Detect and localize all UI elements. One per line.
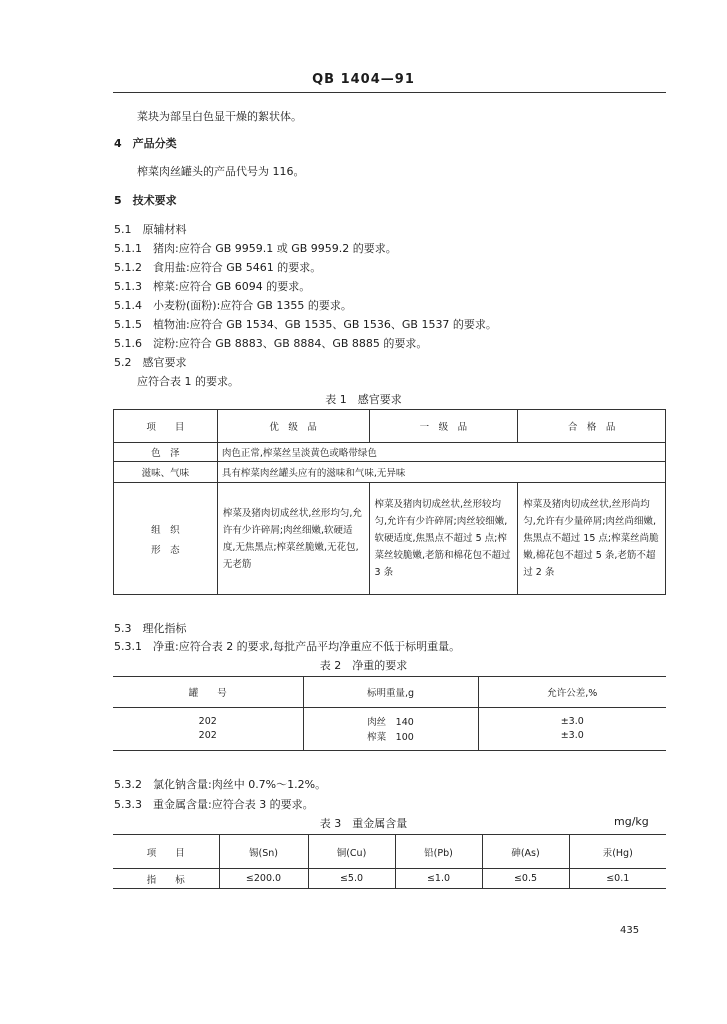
table2-row-1-weight: 肉丝 140 xyxy=(303,708,478,729)
table3-row-hg: ≤0.1 xyxy=(569,869,666,889)
table1-header-excellent: 优 级 品 xyxy=(217,410,369,443)
table1-header-item: 项 目 xyxy=(114,410,218,443)
table2-row-1-tolerance: ±3.0 xyxy=(478,708,666,729)
table3-row-cu: ≤5.0 xyxy=(308,869,395,889)
table2-header-tolerance: 允许公差,% xyxy=(478,677,666,708)
table1-form-label-2: 形 态 xyxy=(151,544,180,556)
table1-form-qualified: 榨菜及猪肉切成丝状,丝形尚均匀,允许有少量碎屑;肉丝尚细嫩,焦黑点不超过 15 点;榨菜丝尚脆嫩,棉花包不超过 5 条,老筋不超过 2 条 xyxy=(518,483,666,595)
table3-header-pb: 铅(Pb) xyxy=(395,835,482,869)
table1-row-taste-text: 具有榨菜肉丝罐头应有的滋味和气味,无异味 xyxy=(217,462,665,483)
paragraph-intro: 菜块为部呈白色显干燥的絮状体。 xyxy=(137,110,302,123)
table1-caption: 表 1 感官要求 xyxy=(325,393,402,406)
table1-row-color-item: 色 泽 xyxy=(114,443,218,462)
header-rule xyxy=(113,92,666,93)
section-4-text: 榨菜肉丝罐头的产品代号为 116。 xyxy=(137,165,305,178)
section-5-1-5: 5.1.5 植物油:应符合 GB 1534、GB 1535、GB 1536、GB 1537 的要求。 xyxy=(114,318,497,331)
section-5-1-1: 5.1.1 猪肉:应符合 GB 9959.1 或 GB 9959.2 的要求。 xyxy=(114,242,397,255)
table2-caption: 表 2 净重的要求 xyxy=(319,659,408,672)
section-5-title: 5 技术要求 xyxy=(114,194,177,207)
section-5-3-3: 5.3.3 重金属含量:应符合表 3 的要求。 xyxy=(114,798,314,811)
section-5-1-2: 5.1.2 食用盐:应符合 GB 5461 的要求。 xyxy=(114,261,322,274)
table3-heavy-metals xyxy=(113,834,666,889)
table2-row-2-tolerance: ±3.0 xyxy=(478,728,666,750)
table1-row-color-text: 肉色正常,榨菜丝呈淡黄色或略带绿色 xyxy=(217,443,665,462)
section-5-1-3: 5.1.3 榨菜:应符合 GB 6094 的要求。 xyxy=(114,280,311,293)
table1-sensory xyxy=(113,409,666,595)
table1-header-qualified: 合 格 品 xyxy=(518,410,666,443)
table1-row-form-item xyxy=(114,483,218,595)
section-4-title: 4 产品分类 xyxy=(114,137,177,150)
page-header-code: QB 1404—91 xyxy=(312,72,415,87)
section-5-1: 5.1 原辅材料 xyxy=(114,223,187,236)
table1-header-first: 一 级 品 xyxy=(369,410,518,443)
table3-header-as: 砷(As) xyxy=(482,835,569,869)
table2-header-weight: 标明重量,g xyxy=(303,677,478,708)
table3-row-item: 指 标 xyxy=(113,869,219,889)
section-5-1-6: 5.1.6 淀粉:应符合 GB 8883、GB 8884、GB 8885 的要求。 xyxy=(114,337,428,350)
table3-row-pb: ≤1.0 xyxy=(395,869,482,889)
table3-header-sn: 锡(Sn) xyxy=(219,835,308,869)
table2-row-1-can: 202 xyxy=(113,708,303,729)
table1-form-label-1: 组 织 xyxy=(151,524,180,536)
table3-header-cu: 铜(Cu) xyxy=(308,835,395,869)
table1-row-taste-item: 滋味、气味 xyxy=(114,462,218,483)
table2-net-weight xyxy=(113,676,666,751)
section-5-2: 5.2 感官要求 xyxy=(114,356,187,369)
table3-header-item: 项 目 xyxy=(113,835,219,869)
table1-form-excellent: 榨菜及猪肉切成丝状,丝形均匀,允许有少许碎屑;肉丝细嫩,软硬适度,无焦黑点;榨菜丝脆嫩,无花包,无老筋 xyxy=(217,483,369,595)
section-5-3: 5.3 理化指标 xyxy=(114,622,187,635)
section-5-3-1: 5.3.1 净重:应符合表 2 的要求,每批产品平均净重应不低于标明重量。 xyxy=(114,640,461,653)
table3-row-sn: ≤200.0 xyxy=(219,869,308,889)
section-5-2-text: 应符合表 1 的要求。 xyxy=(137,375,239,388)
section-5-1-4: 5.1.4 小麦粉(面粉):应符合 GB 1355 的要求。 xyxy=(114,299,352,312)
table2-header-can: 罐 号 xyxy=(113,677,303,708)
section-5-3-2: 5.3.2 氯化钠含量:肉丝中 0.7%～1.2%。 xyxy=(114,778,327,791)
table2-row-2-weight: 榨菜 100 xyxy=(303,728,478,750)
table3-row-as: ≤0.5 xyxy=(482,869,569,889)
table3-unit: mg/kg xyxy=(614,815,649,828)
page-number: 435 xyxy=(620,925,640,936)
table3-caption: 表 3 重金属含量 xyxy=(319,817,408,830)
table2-row-2-can: 202 xyxy=(113,728,303,750)
table1-form-first: 榨菜及猪肉切成丝状,丝形较均匀,允许有少许碎屑;肉丝较细嫩,软硬适度,焦黑点不超过 5 点;榨菜丝较脆嫩,老筋和棉花包不超过 3 条 xyxy=(369,483,518,595)
table3-header-hg: 汞(Hg) xyxy=(569,835,666,869)
